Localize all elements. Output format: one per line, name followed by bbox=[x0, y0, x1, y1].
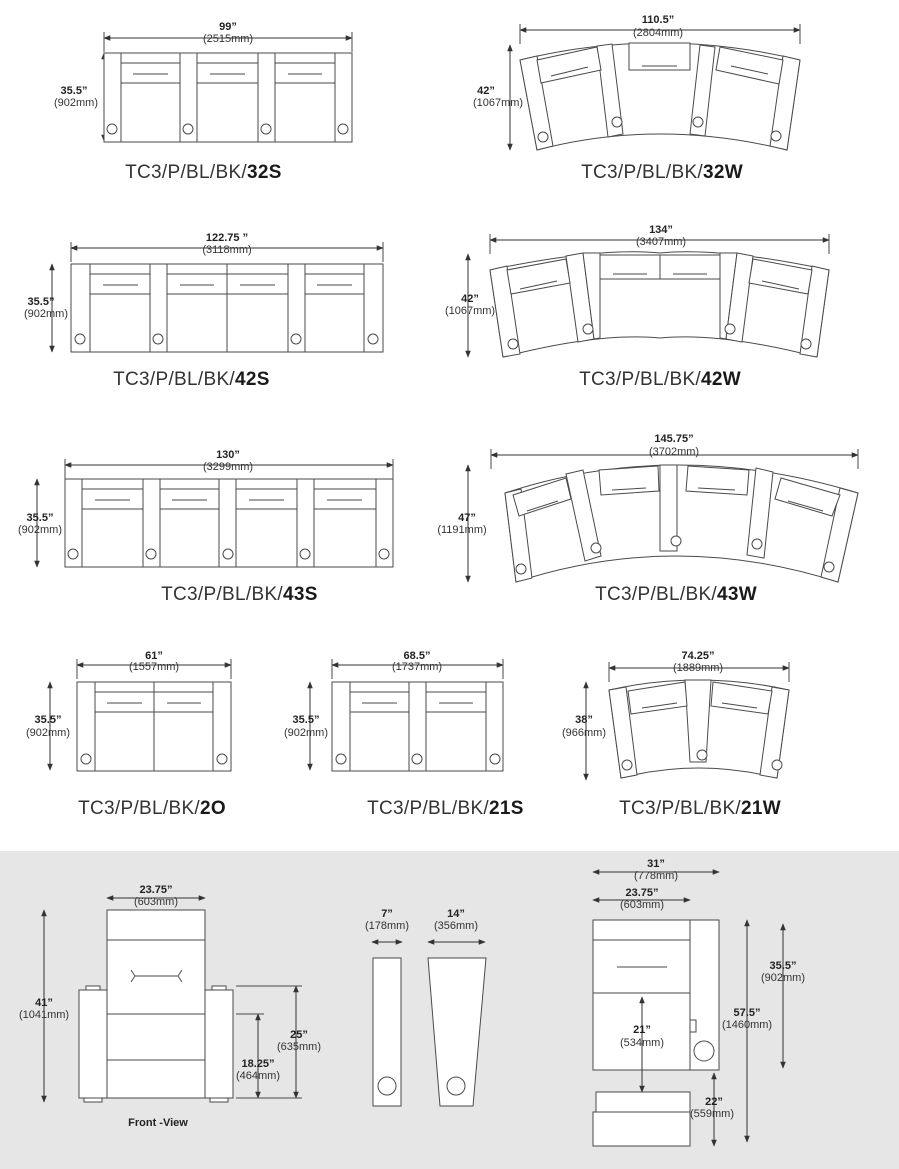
model-20 bbox=[26, 650, 231, 819]
height-mm: (966mm) bbox=[561, 727, 607, 739]
model-prefix: TC3/P/BL/BK/ bbox=[125, 162, 247, 183]
width-inches: 145.75” bbox=[654, 433, 694, 445]
sofa-outline bbox=[65, 479, 393, 567]
width-inches: 110.5” bbox=[641, 14, 675, 26]
sofa-outline bbox=[71, 264, 383, 352]
width-mm: (3299mm) bbox=[202, 461, 254, 473]
arm-height-inches: 25” bbox=[290, 1029, 308, 1041]
height-mm: (902mm) bbox=[25, 727, 71, 739]
model-prefix: TC3/P/BL/BK/ bbox=[367, 798, 489, 819]
model-prefix: TC3/P/BL/BK/ bbox=[619, 798, 741, 819]
back-height-mm: (902mm) bbox=[760, 972, 806, 984]
height-mm: (902mm) bbox=[17, 524, 63, 536]
height-inches: 42” bbox=[461, 293, 479, 305]
arm-height-mm: (635mm) bbox=[276, 1041, 322, 1053]
footrest-mm: (559mm) bbox=[689, 1108, 735, 1120]
model-code: 21W bbox=[741, 798, 781, 819]
model-code: 32S bbox=[247, 162, 282, 183]
wedge-arm-inches: 14” bbox=[447, 908, 465, 920]
footrest-inches: 22” bbox=[705, 1096, 723, 1108]
model-42s bbox=[24, 232, 383, 390]
width-mm: (2804mm) bbox=[632, 27, 684, 39]
width-mm: (2515mm) bbox=[202, 33, 254, 45]
sofa-outline bbox=[505, 465, 858, 582]
width-mm: (3702mm) bbox=[648, 446, 700, 458]
reclined-length-mm: (1460mm) bbox=[721, 1019, 773, 1031]
model-prefix: TC3/P/BL/BK/ bbox=[581, 162, 703, 183]
height-mm: (902mm) bbox=[23, 308, 69, 320]
height-inches: 47” bbox=[458, 512, 476, 524]
model-32w bbox=[473, 14, 800, 183]
model-code: 42S bbox=[235, 369, 270, 390]
width-inches: 68.5” bbox=[403, 650, 431, 662]
reclined-length-inches: 57.5” bbox=[733, 1007, 761, 1019]
width-mm: (1889mm) bbox=[672, 662, 724, 674]
width-inches: 74.25” bbox=[681, 650, 715, 662]
sofa-outline bbox=[520, 43, 800, 150]
straight-arm-inches: 7” bbox=[381, 908, 393, 920]
side-seat-width-mm: (603mm) bbox=[619, 899, 665, 911]
seat-height-mm: (464mm) bbox=[235, 1070, 281, 1082]
front-view-label: Front -View bbox=[128, 1117, 188, 1129]
model-code: 32W bbox=[703, 162, 743, 183]
height-inches: 35.5” bbox=[34, 714, 62, 726]
height-inches: 35.5” bbox=[60, 85, 88, 97]
width-mm: (3118mm) bbox=[202, 244, 252, 256]
model-42w bbox=[445, 224, 829, 390]
height-mm: (1067mm) bbox=[444, 305, 496, 317]
model-code: 43S bbox=[283, 584, 318, 605]
height-inches: 35.5” bbox=[292, 714, 320, 726]
total-width-inches: 31” bbox=[647, 858, 665, 870]
width-mm: (3407mm) bbox=[635, 236, 687, 248]
width-inches: 99” bbox=[219, 21, 237, 33]
width-inches: 122.75 ” bbox=[205, 232, 249, 244]
model-21w bbox=[562, 650, 789, 819]
sofa-outline bbox=[104, 53, 352, 142]
width-inches: 130” bbox=[216, 449, 240, 461]
height-inches: 38” bbox=[575, 714, 593, 726]
straight-arm-mm: (178mm) bbox=[364, 920, 410, 932]
model-code: 42W bbox=[701, 369, 741, 390]
model-code: 21S bbox=[489, 798, 524, 819]
seat-depth-inches: 21” bbox=[633, 1024, 651, 1036]
total-height-inches: 41” bbox=[35, 997, 53, 1009]
height-mm: (1067mm) bbox=[472, 97, 524, 109]
width-inches: 134” bbox=[649, 224, 673, 236]
height-mm: (1191mm) bbox=[437, 524, 487, 536]
model-21s bbox=[284, 650, 524, 819]
model-prefix: TC3/P/BL/BK/ bbox=[78, 798, 200, 819]
model-prefix: TC3/P/BL/BK/ bbox=[595, 584, 717, 605]
seat-height-inches: 18.25” bbox=[241, 1058, 275, 1070]
width-mm: (1737mm) bbox=[391, 661, 443, 673]
sofa-outline bbox=[609, 680, 789, 778]
height-inches: 35.5” bbox=[27, 296, 55, 308]
wedge-arm-mm: (356mm) bbox=[433, 920, 479, 932]
total-width-mm: (778mm) bbox=[633, 870, 679, 882]
width-mm: (1557mm) bbox=[128, 661, 180, 673]
side-seat-width-inches: 23.75” bbox=[625, 887, 659, 899]
model-prefix: TC3/P/BL/BK/ bbox=[579, 369, 701, 390]
height-inches: 35.5” bbox=[26, 512, 54, 524]
model-32s bbox=[54, 21, 352, 183]
model-43s bbox=[18, 449, 393, 605]
total-height-mm: (1041mm) bbox=[18, 1009, 70, 1021]
height-mm: (902mm) bbox=[283, 727, 329, 739]
back-height-inches: 35.5” bbox=[769, 960, 797, 972]
model-prefix: TC3/P/BL/BK/ bbox=[161, 584, 283, 605]
seat-width-inches: 23.75” bbox=[139, 884, 173, 896]
model-code: 2O bbox=[200, 798, 226, 819]
seat-width-mm: (603mm) bbox=[133, 896, 179, 908]
sofa-outline bbox=[77, 682, 231, 771]
model-code: 43W bbox=[717, 584, 757, 605]
width-inches: 61” bbox=[145, 650, 163, 662]
model-prefix: TC3/P/BL/BK/ bbox=[113, 369, 235, 390]
sofa-outline bbox=[332, 682, 503, 771]
height-inches: 42” bbox=[477, 85, 495, 97]
sofa-outline bbox=[490, 252, 829, 357]
height-mm: (902mm) bbox=[53, 97, 99, 109]
model-43w bbox=[437, 433, 858, 605]
seat-depth-mm: (534mm) bbox=[619, 1037, 665, 1049]
